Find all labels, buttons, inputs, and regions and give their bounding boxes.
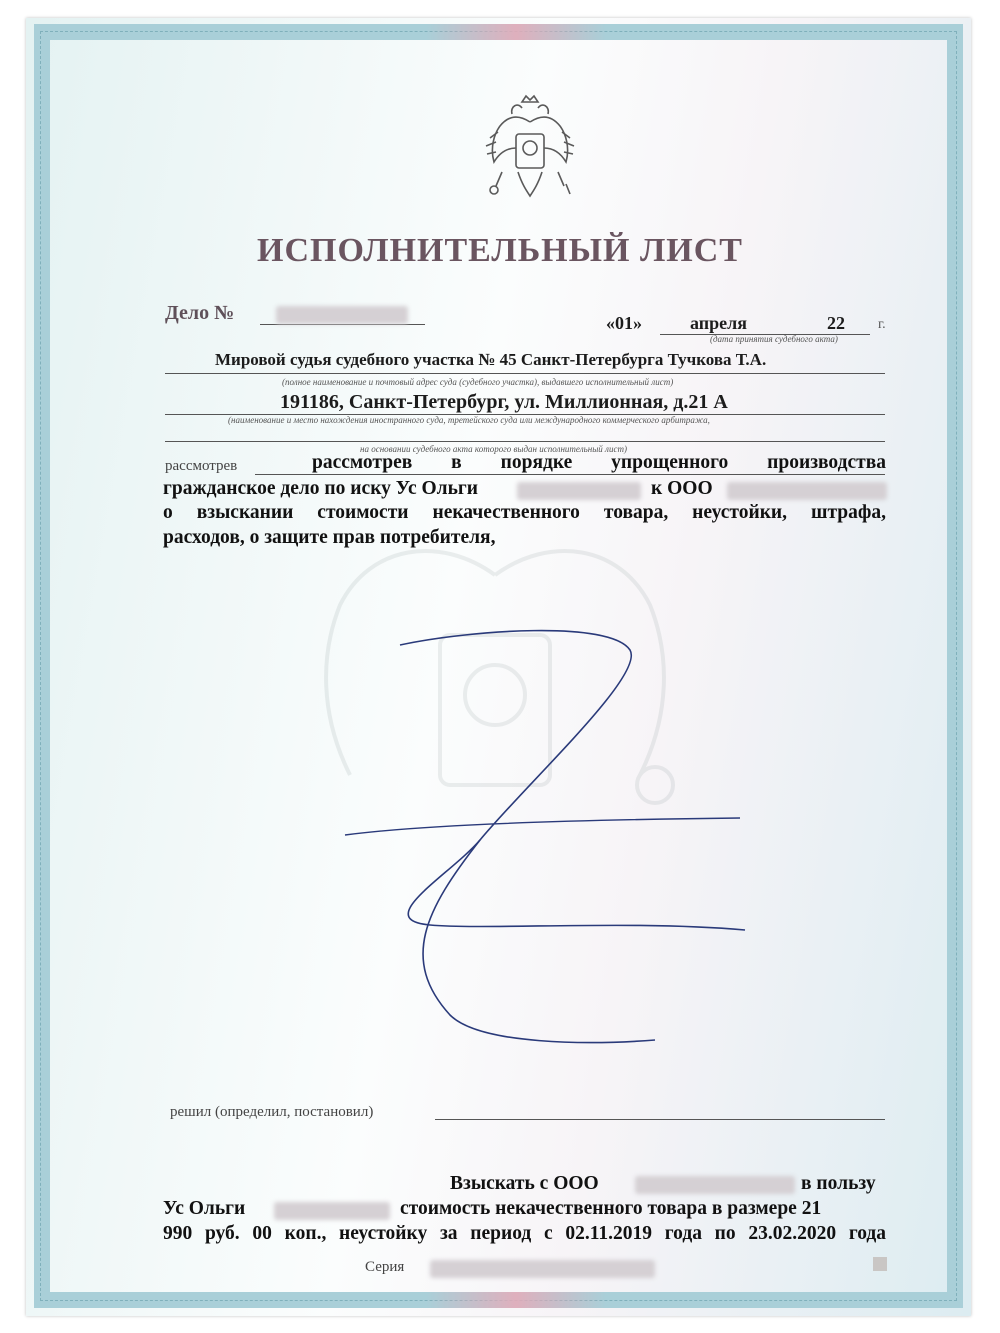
court-caption: (полное наименование и почтовый адрес суда (судебного участка), выдавшего исполнительный лист) xyxy=(282,377,674,387)
date-caption: (дата принятия судебного акта) xyxy=(710,334,838,344)
date-year-suffix: г. xyxy=(878,317,886,332)
decision-line-2a: Ус Ольги xyxy=(163,1198,246,1219)
considered-underline xyxy=(255,474,885,475)
redacted-series-number xyxy=(430,1260,655,1278)
considered-line-2: гражданское дело по иску Ус Ольги xyxy=(163,478,479,499)
redacted-plaintiff-patronymic xyxy=(517,482,641,500)
redacted-case-number xyxy=(276,306,408,324)
considered-line-2-defendant: к ООО xyxy=(651,478,713,499)
redacted-defendant-name-2 xyxy=(635,1176,795,1194)
case-number-label: Дело № xyxy=(165,302,235,324)
court-name: Мировой судья судебного участка № 45 Санкт-Петербурга Тучкова Т.А. xyxy=(215,350,767,369)
court-underline xyxy=(165,373,885,374)
considered-line-4: расходов, о защите прав потребителя, xyxy=(163,527,496,548)
security-strip-bottom xyxy=(426,1292,606,1308)
basis-underline xyxy=(165,441,885,442)
handwritten-strike-mark xyxy=(330,620,750,1050)
case-number-underline xyxy=(260,324,425,325)
decision-line-1b: в пользу xyxy=(801,1173,876,1194)
date-day: «01» xyxy=(606,313,642,333)
court-address: 191186, Санкт-Петербург, ул. Миллионная, д.21 А xyxy=(280,391,728,413)
decision-line-3: 990 руб. 00 коп., неустойку за период с 02.11.2019 года по 23.02.2020 года xyxy=(163,1223,886,1244)
date-year: 22 xyxy=(827,313,845,333)
series-label: Серия xyxy=(365,1259,405,1275)
basis-caption: на основании судебного акта которого выдан исполнительный лист) xyxy=(360,444,627,454)
redacted-plaintiff-patronymic-2 xyxy=(274,1202,390,1220)
decided-label: решил (определил, постановил) xyxy=(170,1104,374,1120)
coat-of-arms-icon xyxy=(478,92,582,204)
considered-line-3: о взыскании стоимости некачественного товара, неустойки, штрафа, xyxy=(163,502,886,523)
considered-line-1: рассмотрев в порядке упрощенного производства xyxy=(312,452,886,473)
corner-mark xyxy=(873,1257,887,1271)
decision-line-1: Взыскать с ООО xyxy=(450,1173,599,1194)
redacted-defendant-name xyxy=(727,482,887,500)
considered-label: рассмотрев xyxy=(165,458,238,474)
decided-underline xyxy=(435,1119,885,1120)
security-strip-top xyxy=(426,24,606,40)
document-title: ИСПОЛНИТЕЛЬНЫЙ ЛИСТ xyxy=(257,232,743,269)
decision-line-2b: стоимость некачественного товара в размере 21 xyxy=(400,1198,822,1219)
foreign-court-caption: (наименование и место нахождения иностранного суда, третейского суда или международного коммерческого арбитража, xyxy=(228,415,710,425)
date-month: апреля xyxy=(690,313,747,333)
